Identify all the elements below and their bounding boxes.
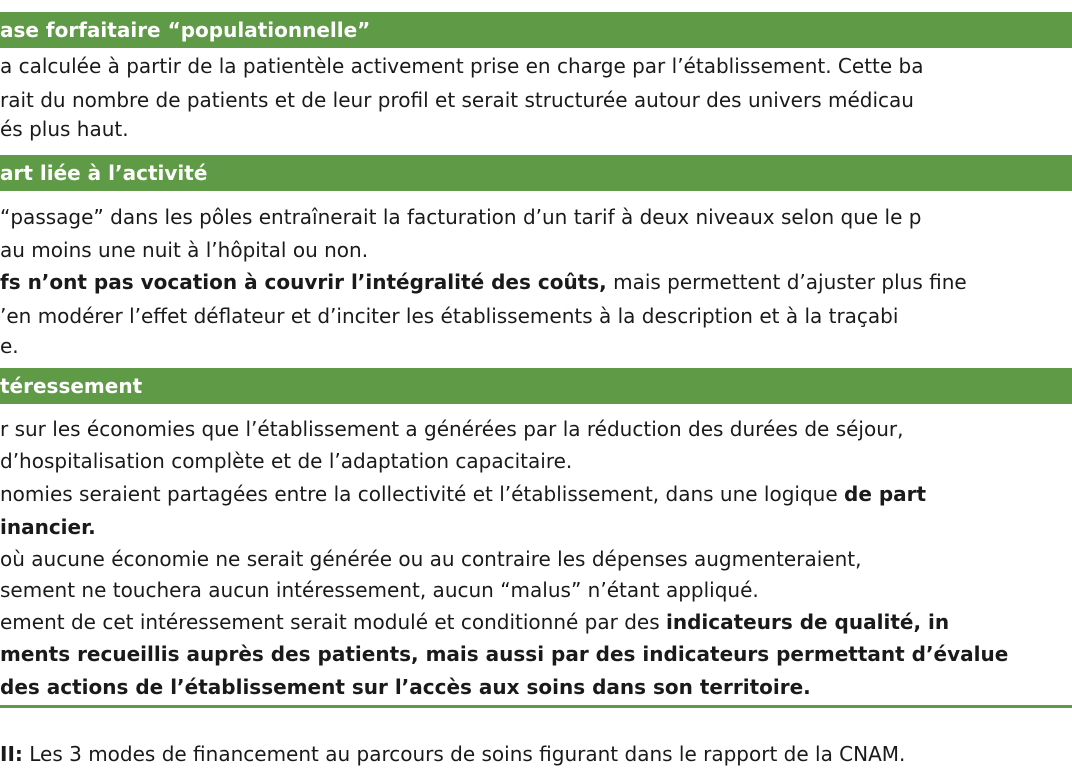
caption-text: Les 3 modes de financement au parcours de soins figurant dans le rapport de la CNAM. (22, 742, 906, 766)
text-line: “passage” dans les pôles entraînerait la facturation d’un tarif à deux niveaux selon que le p (0, 205, 922, 229)
text-line: sement ne touchera aucun intéressement, aucun “malus” n’étant appliqué. (0, 578, 759, 602)
text-line-bold: fs n’ont pas vocation à couvrir l’intégralité des coûts, (0, 270, 607, 294)
text-line-bold: des actions de l’établissement sur l’accès aux soins dans son territoire. (0, 675, 811, 699)
section-header-interessement: téressement (0, 368, 1072, 404)
text-line: e. (0, 334, 19, 358)
text-line: ’en modérer l’effet déflateur et d’inciter les établissements à la description et à la traçabi (0, 304, 899, 328)
text-line: d’hospitalisation complète et de l’adaptation capacitaire. (0, 449, 573, 473)
text-line-bold: de part (844, 482, 927, 506)
text-line-mixed (0, 608, 1072, 636)
text-line: au moins une nuit à l’hôpital ou non. (0, 238, 369, 262)
text-line-bold: ments recueillis auprès des patients, mais aussi par des indicateurs permettant d’évalue (0, 642, 1009, 666)
text-line-bold (0, 673, 1072, 701)
text-line: rait du nombre de patients et de leur profil et serait structurée autour des univers médicau (0, 88, 914, 112)
text-line-bold: indicateurs de qualité, in (666, 610, 950, 634)
text-line: és plus haut. (0, 117, 129, 141)
text-line-rest: mais permettent d’ajuster plus fine (606, 270, 967, 294)
text-line-rest: nomies seraient partagées entre la collectivité et l’établissement, dans une logique (0, 482, 844, 506)
text-line-mixed (0, 480, 1072, 508)
text-line-rest: ement de cet intéressement serait modulé et conditionné par des (0, 610, 666, 634)
text-line-bold: inancier. (0, 515, 96, 539)
text-line-mixed (0, 268, 1072, 296)
text-line: r sur les économies que l’établissement a générées par la réduction des durées de séjour, (0, 417, 904, 441)
text-line-bold (0, 513, 1072, 541)
section-bottom-rule (0, 705, 1072, 708)
text-line: où aucune économie ne serait générée ou au contraire les dépenses augmenteraient, (0, 547, 862, 571)
section-header-base-forfaitaire: ase forfaitaire “populationnelle” (0, 12, 1072, 48)
caption-label: II: (0, 742, 23, 766)
text-line: a calculée à partir de la patientèle activement prise en charge par l’établissement. Cette ba (0, 54, 924, 78)
text-line-bold (0, 640, 1072, 668)
figure-caption (0, 740, 1072, 768)
section-header-part-activite: art liée à l’activité (0, 155, 1072, 191)
